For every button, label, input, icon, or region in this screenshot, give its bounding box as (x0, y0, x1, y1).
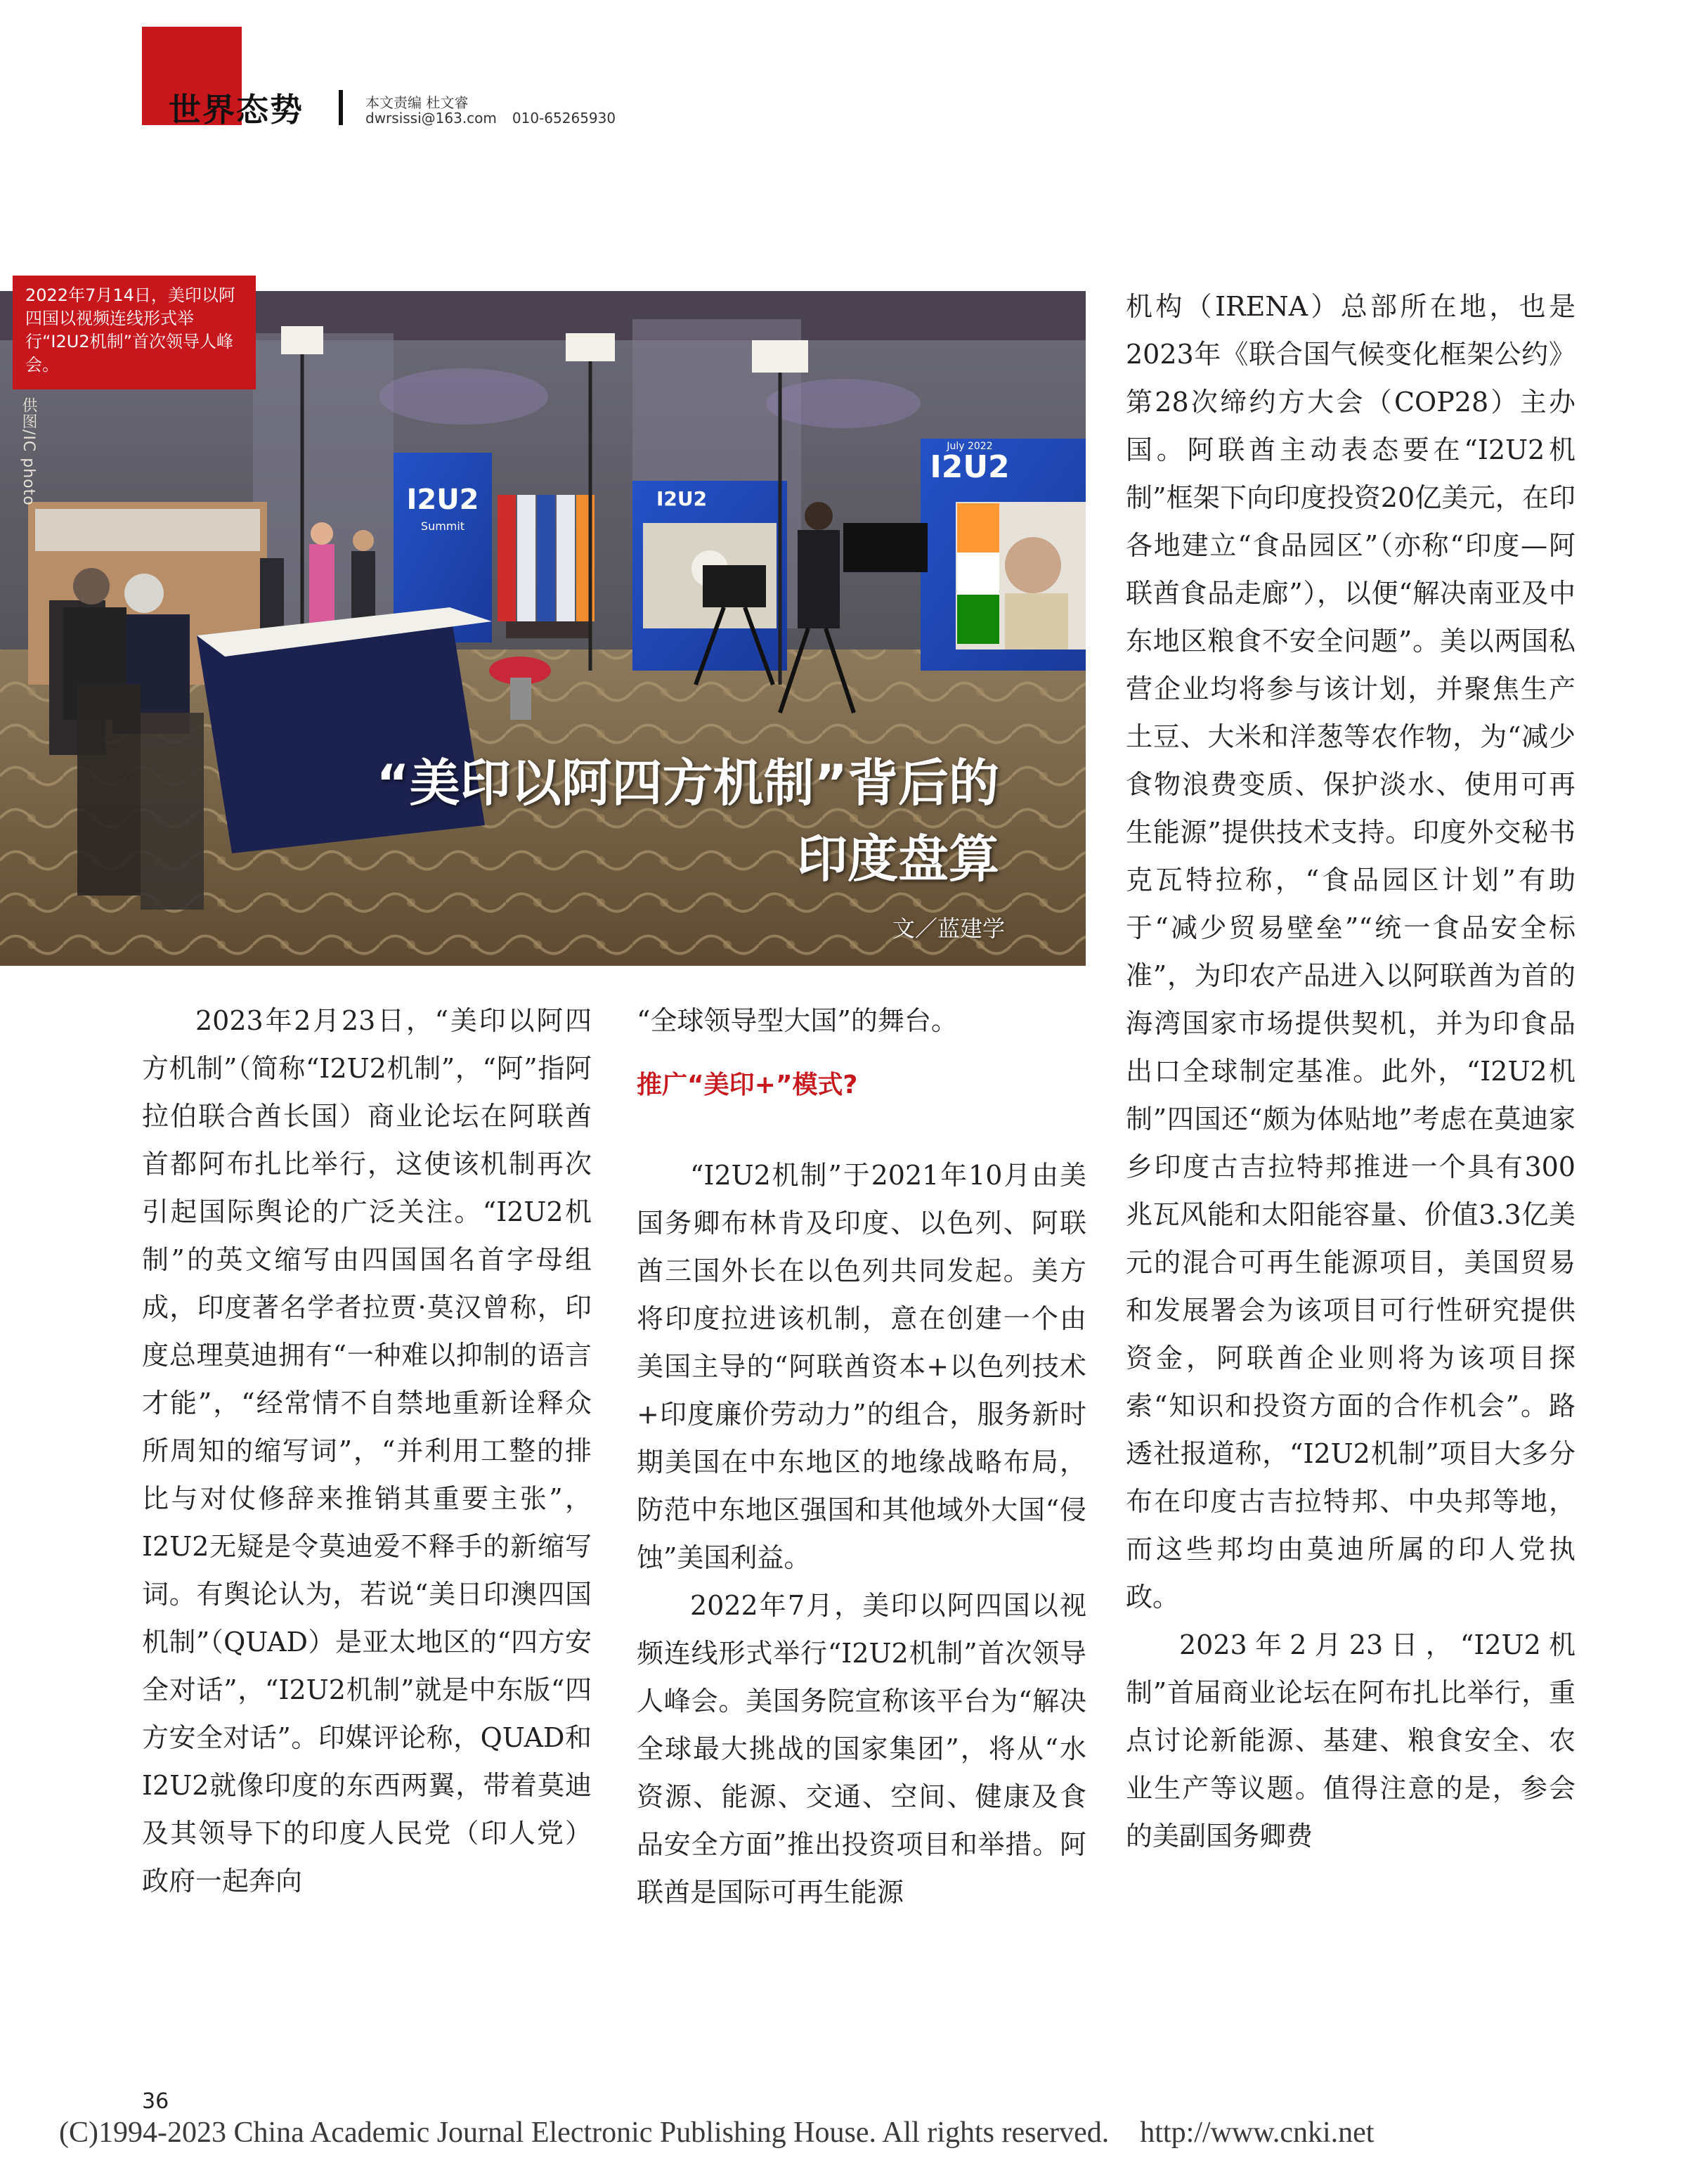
page-number: 36 (142, 2089, 169, 2114)
section-title: 世界态势 (169, 91, 304, 129)
body-column-2 (637, 997, 1086, 1916)
screen-logo-mid: I2U2 (656, 487, 708, 510)
article-title-line-1: “美印以阿四方机制”背后的 (376, 754, 999, 813)
photo-caption: 2022年7月14日，美印以阿四国以视频连线形式举行“I2U2机制”首次领导人峰会。 (13, 276, 256, 389)
paragraph-continuation: “全球领导型大国”的舞台。 (637, 1005, 958, 1036)
paragraph: “I2U2机制”于2021年10月由美国务卿布林肯及印度、以色列、阿联酋三国外长在以色列共同发起。美方将印度拉进该机制，意在创建一个由美国主导的“阿联酋资本+以色列技术+印度廉价劳动力”的组合，服务新时期美国在中东地区的地缘战略布局，防范中东地区强国和其他域外大国“侵蚀”美国利益。 (637, 1160, 1086, 1573)
paragraph: 2022年7月，美印以阿四国以视频连线形式举行“I2U2机制”首次领导人峰会。美国务院宣称该平台为“解决全球最大挑战的国家集团”，将从“水资源、能源、交通、空间、健康及食品安全方面”推出投资项目和举措。阿联酋是国际可再生能源 (637, 1590, 1086, 1908)
editor-contact (365, 110, 631, 127)
copyright-line (59, 2116, 1374, 2150)
paragraph: 2023年2月23日，“美印以阿四方机制”（简称“I2U2机制”，“阿”指阿拉伯联合酋长国）商业论坛在阿联酋首都阿布扎比举行，这使该机制再次引起国际舆论的广泛关注。“I2U2机制”的英文缩写由四国国名首字母组成，印度著名学者拉贾·莫汉曾称，印度总理莫迪拥有“一种难以抑制的语言才能”，“经常情不自禁地重新诠释众所周知的缩写词”，“并利用工整的排比与对仗修辞来推销其重要主张”，I2U2无疑是令莫迪爱不释手的新缩写词。有舆论认为，若说“美日印澳四国机制”（QUAD）是亚太地区的“四方安全对话”，“I2U2机制”就是中东版“四方安全对话”。印媒评论称，QUAD和I2U2就像印度的东西两翼，带着莫迪及其领导下的印度人民党（印人党）政府一起奔向 (142, 1005, 592, 1897)
article-title (156, 745, 999, 897)
section-subheading: 推广“美印+”模式? (637, 1071, 858, 1099)
cnki-url: http://www.cnki.net (1140, 2117, 1375, 2149)
editor-phone: 010-65265930 (512, 110, 616, 127)
body-column-3 (1126, 283, 1576, 1860)
screen-date: July 2022 (947, 441, 993, 452)
header-divider (339, 90, 343, 125)
screen-logo-left-sub: Summit (420, 519, 465, 533)
screen-logo-left: I2U2 (406, 484, 479, 516)
body-column-1 (142, 997, 592, 1905)
copyright-text: (C)1994-2023 China Academic Journal Electronic Publishing House. All rights reserved. (59, 2117, 1110, 2149)
editor-line: 本文责编 杜文睿 (365, 94, 469, 111)
article-title-line-2: 印度盘算 (796, 829, 999, 889)
screen-logo-right: I2U2 (930, 449, 1010, 485)
byline: 文／蓝建学 (892, 915, 1006, 942)
photo-credit: 供图/IC photo (20, 397, 37, 506)
paragraph-continuation: 机构（IRENA）总部所在地，也是2023年《联合国气候变化框架公约》第28次缔约方大会（COP28）主办国。阿联酋主动表态要在“I2U2机制”框架下向印度投资20亿美元，在印各地建立“食品园区”（亦称“印度—阿联酋食品走廊”），以便“解决南亚及中东地区粮食不安全问题”。美以两国私营企业均将参与该计划，并聚焦生产土豆、大米和洋葱等农作物，为“减少食物浪费变质、保护淡水、使用可再生能源”提供技术支持。印度外交秘书克瓦特拉称，“食品园区计划”有助于“减少贸易壁垒”“统一食品安全标准”，为印农产品进入以阿联酋为首的海湾国家市场提供契机，并为印食品出口全球制定基准。此外，“I2U2机制”四国还“颇为体贴地”考虑在莫迪家乡印度古吉拉特邦推进一个具有300兆瓦风能和太阳能容量、价值3.3亿美元的混合可再生能源项目，美国贸易和发展署会为该项目可行性研究提供资金，阿联酋企业则将为该项目探索“知识和投资方面的合作机会”。路透社报道称，“I2U2机制”项目大多分布在印度古吉拉特邦、中央邦等地，而这些邦均由莫迪所属的印人党执政。 (1126, 291, 1576, 1613)
paragraph: 2023年2月23日，“I2U2机制”首届商业论坛在阿布扎比举行，重点讨论新能源、基建、粮食安全、农业生产等议题。值得注意的是，参会的美副国务卿费 (1126, 1629, 1576, 1852)
editor-email: dwrsissi@163.com (365, 110, 497, 127)
